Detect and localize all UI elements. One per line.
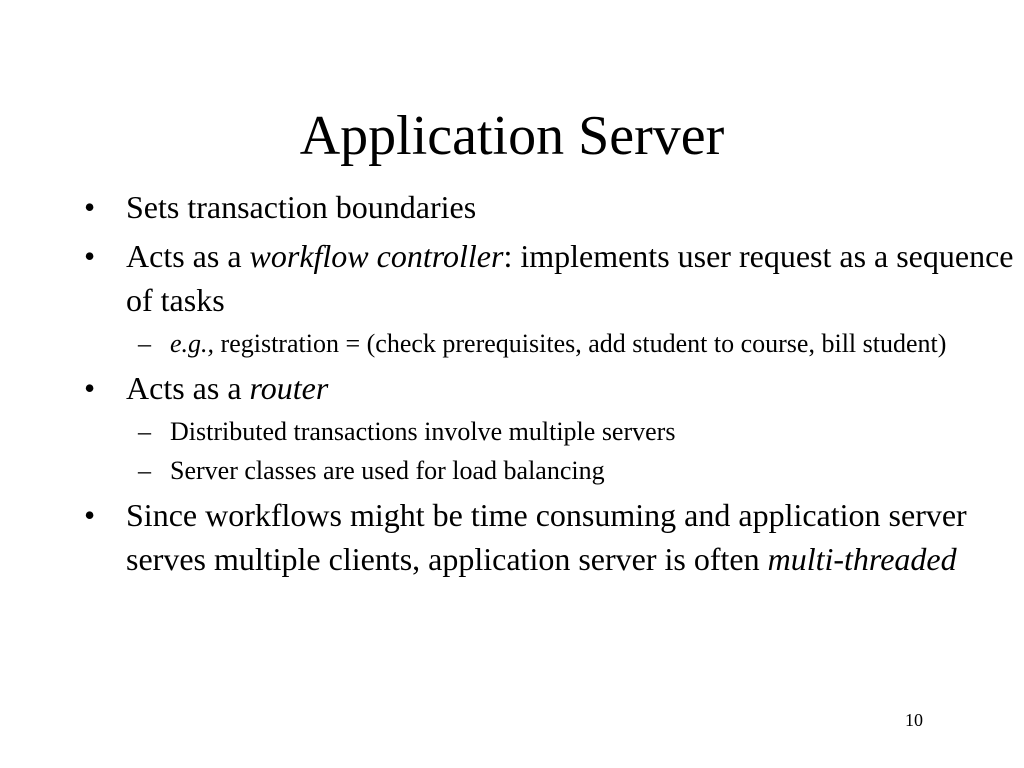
bullet-text: Acts as a: [126, 238, 250, 274]
sub-bullet-text: Distributed transactions involve multiple servers: [170, 417, 676, 446]
sub-bullet-text: registration = (check prerequisites, add student to course, bill student): [214, 329, 947, 358]
dash-marker: –: [138, 417, 151, 446]
sub-bullet-text: Server classes are used for load balancing: [170, 456, 605, 485]
bullet-item: [84, 185, 1014, 229]
sub-bullet-emphasis: e.g.,: [170, 329, 215, 358]
sub-bullet-item: [126, 414, 1014, 449]
dash-marker: –: [138, 456, 151, 485]
bullet-text: Sets transaction boundaries: [126, 189, 477, 225]
bullet-text: : implements user request as a sequence of tasks: [126, 238, 1014, 318]
bullet-item: [84, 366, 1014, 410]
bullet-marker: •: [84, 370, 96, 406]
bullet-item: [84, 493, 1014, 581]
sub-bullet-item: [126, 326, 1014, 361]
slide-body: [84, 185, 1014, 581]
bullet-emphasis: workflow controller: [249, 238, 504, 274]
bullet-marker: •: [84, 189, 96, 225]
slide-title: Application Server: [299, 105, 725, 167]
bullet-text: Acts as a: [126, 370, 250, 406]
bullet-text: Since workflows might be time consuming and application server serves multiple clients, application server is often: [126, 497, 967, 577]
bullet-marker: •: [84, 238, 96, 274]
bullet-marker: •: [84, 497, 96, 533]
bullet-emphasis: router: [249, 370, 329, 406]
page-number: 10: [905, 710, 923, 730]
dash-marker: –: [138, 329, 151, 358]
sub-bullet-item: [126, 453, 1014, 488]
bullet-item: [84, 234, 1014, 322]
bullet-emphasis: multi-threaded: [767, 541, 957, 577]
